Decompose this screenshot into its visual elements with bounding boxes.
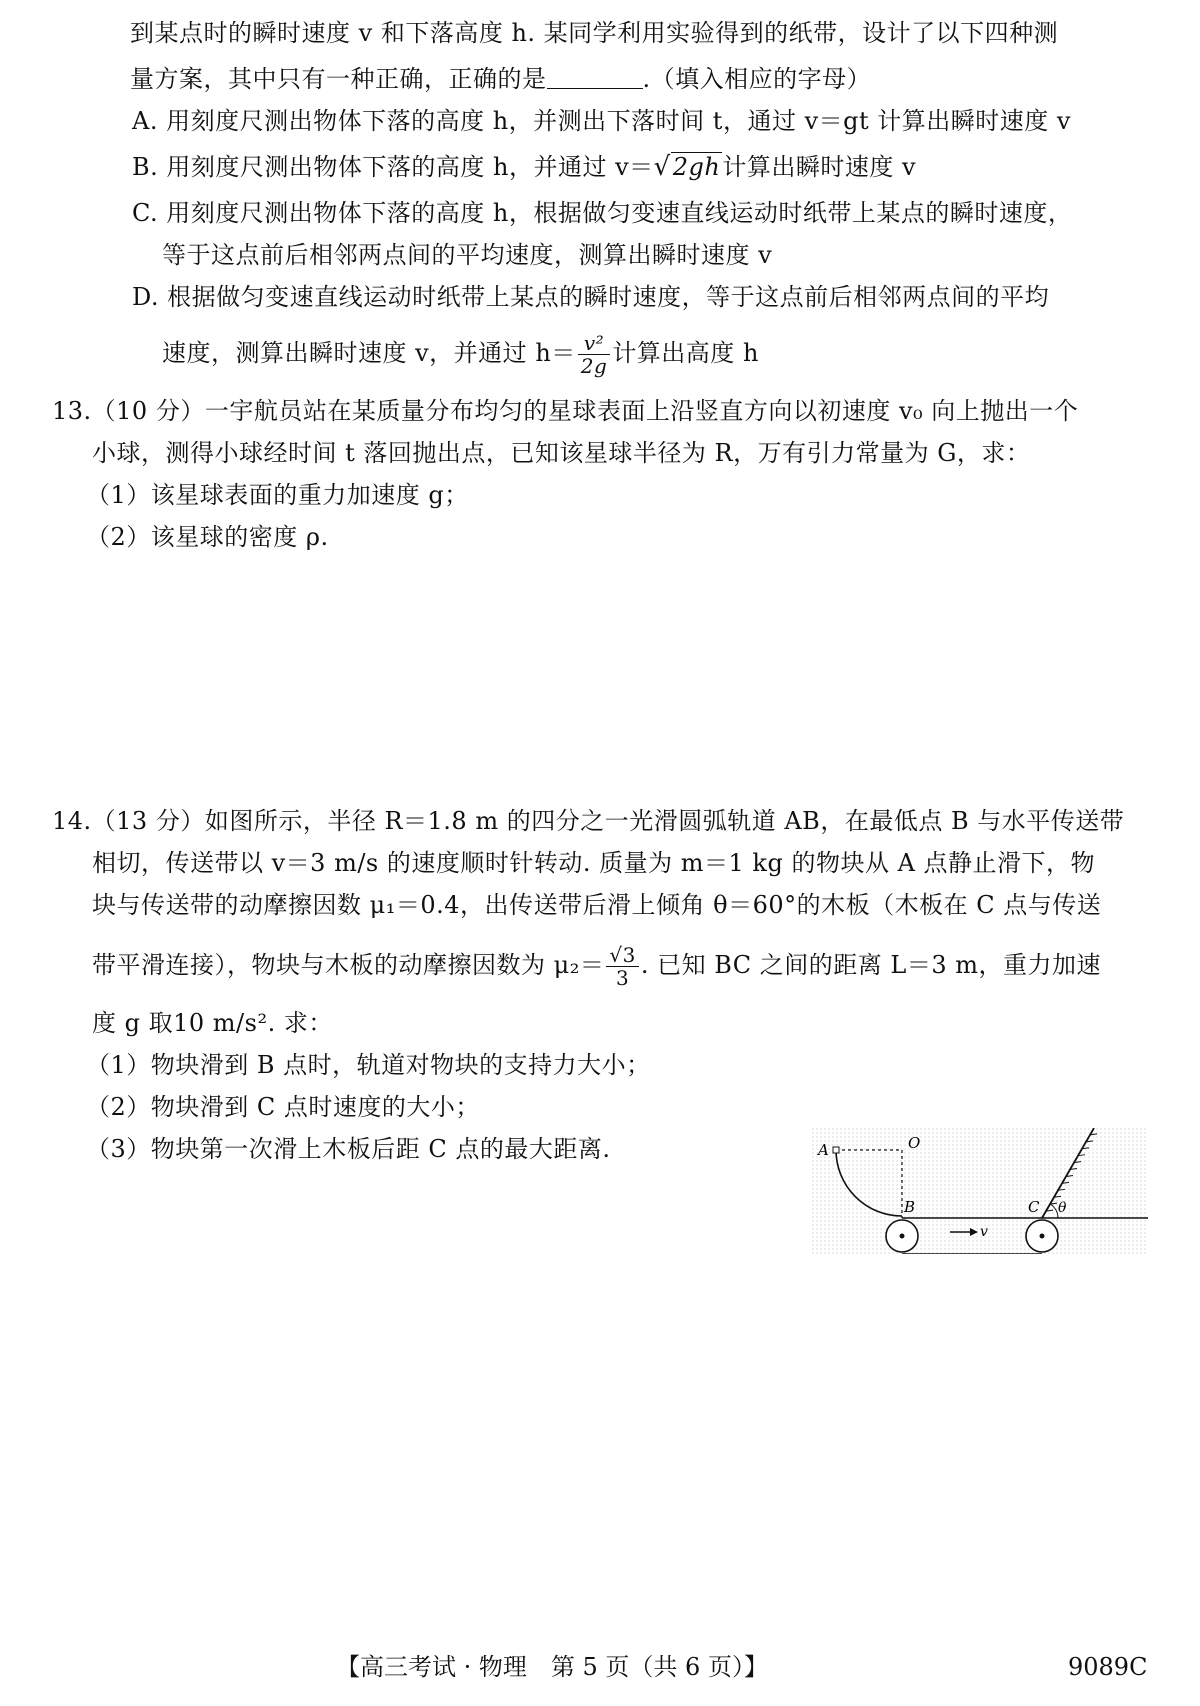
q14-sub-2: （2）物块滑到 C 点时速度的大小； — [86, 1093, 480, 1121]
q14-sub-1: （1）物块滑到 B 点时，轨道对物块的支持力大小； — [86, 1051, 651, 1079]
label-a: A — [818, 1141, 829, 1159]
q12-option-b-text: B. 用刻度尺测出物体下落的高度 h，并通过 v＝ — [132, 153, 654, 181]
label-theta: θ — [1058, 1200, 1067, 1216]
q14-line-5: 度 g 取10 m/s². 求： — [92, 1009, 333, 1037]
q14-line-4 — [92, 944, 1101, 989]
paper-code: 9089C — [1068, 1653, 1148, 1681]
q12-option-d-2-tail: 计算出高度 h — [612, 339, 759, 367]
q13-sub-2: （2）该星球的密度 ρ. — [86, 523, 329, 551]
q14-line-4-tail: . 已知 BC 之间的距离 L＝3 m，重力加速 — [640, 951, 1102, 979]
left-roller-axle — [900, 1234, 905, 1239]
q12-option-d-2-text: 速度，测算出瞬时速度 v，并通过 h＝ — [162, 339, 576, 367]
q14-line-2: 相切，传送带以 v＝3 m/s 的速度顺时针转动. 质量为 m＝1 kg 的物块从 A 点静止滑下，物 — [92, 849, 1096, 877]
q14-sub-3: （3）物块第一次滑上木板后距 C 点的最大距离. — [86, 1135, 611, 1163]
sqrt-symbol: √ — [653, 152, 671, 182]
label-v: v — [980, 1224, 988, 1240]
track-belt-board-figure — [812, 1128, 1148, 1254]
sqrt-content: 2gh — [672, 153, 721, 181]
q12-line-2 — [130, 64, 871, 94]
fraction-numerator: v² — [578, 332, 611, 355]
label-c: C — [1028, 1198, 1040, 1216]
fraction — [578, 332, 611, 377]
q13-line-1: 13.（10 分）一宇航员站在某质量分布均匀的星球表面上沿竖直方向以初速度 v₀ 向上抛出一个 — [52, 397, 1079, 425]
answer-blank[interactable] — [547, 66, 643, 89]
q12-option-c-2: 等于这点前后相邻两点间的平均速度，测算出瞬时速度 v — [162, 241, 773, 269]
label-b: B — [904, 1198, 916, 1216]
q14-line-3: 块与传送带的动摩擦因数 μ₁＝0.4，出传送带后滑上倾角 θ＝60°的木板（木板在 C 点与传送 — [92, 891, 1102, 919]
q13-sub-1: （1）该星球表面的重力加速度 g； — [86, 481, 469, 509]
fraction-numerator: √3 — [606, 944, 638, 967]
fraction — [606, 944, 638, 989]
fraction-denominator: 2g — [580, 354, 608, 378]
q13-line-2: 小球，测得小球经时间 t 落回抛出点，已知该星球半径为 R，万有引力常量为 G，求： — [92, 439, 1031, 467]
fraction-denominator: 3 — [615, 966, 630, 990]
q14-line-4-text: 带平滑连接），物块与木板的动摩擦因数为 μ₂＝ — [92, 951, 605, 979]
q12-option-b-tail: 计算出瞬时速度 v — [722, 153, 917, 181]
q14-line-1: 14.（13 分）如图所示，半径 R＝1.8 m 的四分之一光滑圆弧轨道 AB，在最低点 B 与水平传送带 — [52, 807, 1125, 835]
q12-option-a: A. 用刻度尺测出物体下落的高度 h，并测出下落时间 t，通过 v＝gt 计算出瞬时速度 v — [132, 107, 1071, 135]
page-footer: 【高三考试 · 物理 第 5 页（共 6 页）】 — [336, 1653, 768, 1681]
right-roller-axle — [1040, 1234, 1045, 1239]
label-o: O — [908, 1134, 921, 1152]
q12-line-2-tail: .（填入相应的字母） — [642, 65, 872, 93]
q12-option-d-1: D. 根据做匀变速直线运动时纸带上某点的瞬时速度，等于这点前后相邻两点间的平均 — [132, 283, 1050, 311]
q12-option-d-2 — [162, 332, 759, 377]
q12-line-1: 到某点时的瞬时速度 v 和下落高度 h. 某同学利用实验得到的纸带，设计了以下四种测 — [130, 19, 1059, 47]
q12-option-b — [132, 152, 916, 182]
q12-option-c-1: C. 用刻度尺测出物体下落的高度 h，根据做匀变速直线运动时纸带上某点的瞬时速度， — [132, 199, 1073, 227]
q12-line-2-text: 量方案，其中只有一种正确，正确的是 — [130, 65, 547, 93]
block-icon — [833, 1147, 839, 1153]
